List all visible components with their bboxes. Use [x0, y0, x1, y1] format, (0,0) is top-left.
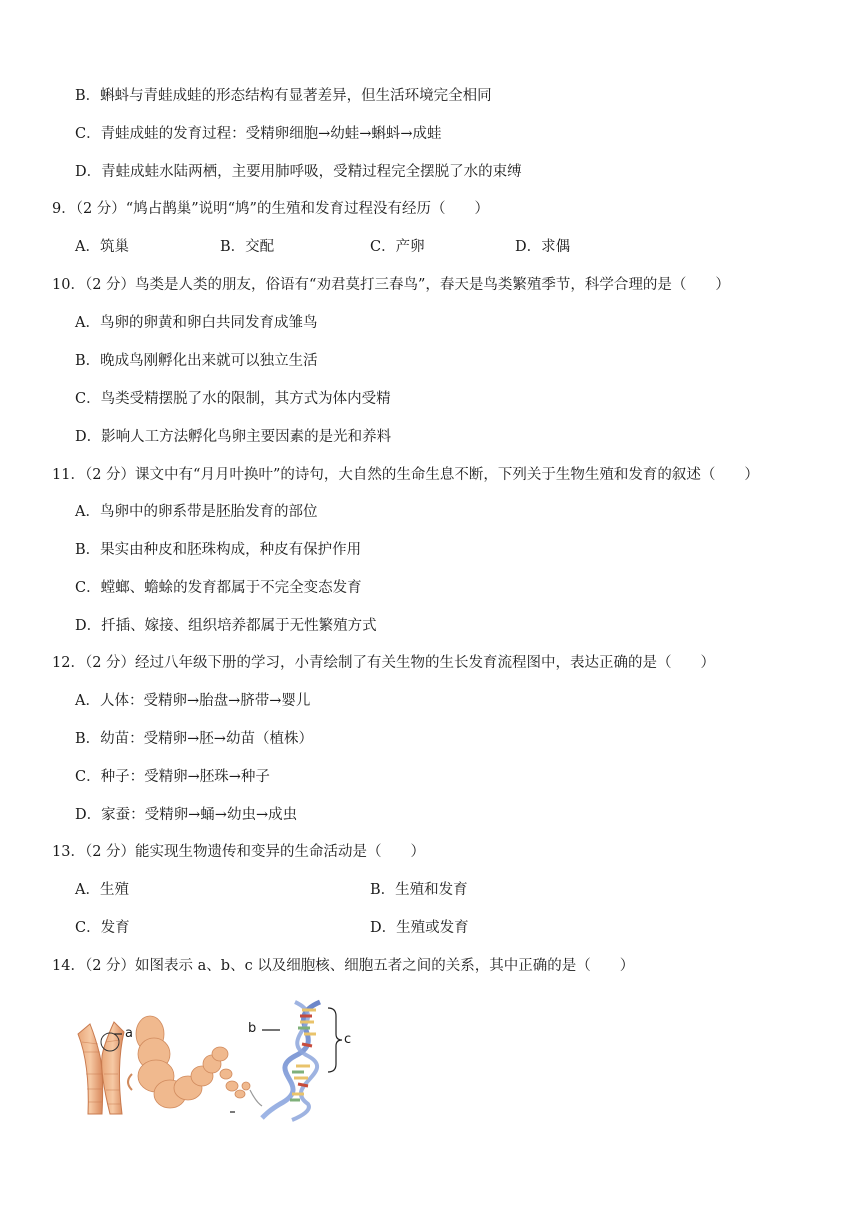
- q10-option-c: C．鸟类受精摆脱了水的限制，其方式为体内受精: [75, 391, 391, 407]
- figure-label-c: c: [344, 1032, 352, 1047]
- q10-option-b: B．晚成鸟刚孵化出来就可以独立生活: [75, 353, 318, 369]
- q8-option-b: B．蝌蚪与青蛙成蛙的形态结构有显著差异，但生活环境完全相同: [75, 88, 492, 104]
- q12-option-a: A．人体：受精卵→胎盘→脐带→婴儿: [75, 693, 311, 709]
- q14-stem: 14．（2 分）如图表示 a、b、c 以及细胞核、细胞五者之间的关系，其中正确的是（ ）: [52, 958, 635, 974]
- q12-option-d: D．家蚕：受精卵→蛹→幼虫→成虫: [75, 807, 298, 823]
- q13-option-b: B．生殖和发育: [370, 882, 468, 898]
- q11-option-c: C．螳螂、蟾蜍的发育都属于不完全变态发育: [75, 580, 362, 596]
- q11-option-a: A．鸟卵中的卵系带是胚胎发育的部位: [75, 504, 318, 520]
- chromosome-dna-figure: [70, 994, 350, 1124]
- q8-option-d: D．青蛙成蛙水陆两栖，主要用肺呼吸，受精过程完全摆脱了水的束缚: [75, 164, 522, 180]
- q12-stem: 12．（2 分）经过八年级下册的学习，小青绘制了有关生物的生长发育流程图中，表达正确的是（ ）: [52, 655, 716, 671]
- q13-option-a: A．生殖: [75, 882, 129, 898]
- q11-option-b: B．果实由种皮和胚珠构成，种皮有保护作用: [75, 542, 362, 558]
- figure-label-b: b: [248, 1021, 257, 1036]
- dna-helix-shape: [262, 1002, 342, 1120]
- q12-option-b: B．幼苗：受精卵→胚→幼苗（植株）: [75, 731, 313, 747]
- q13-option-d: D．生殖或发育: [370, 920, 469, 936]
- q10-option-d: D．影响人工方法孵化鸟卵主要因素的是光和养料: [75, 429, 392, 445]
- q13-option-c: C．发育: [75, 920, 130, 936]
- q11-stem: 11．（2 分）课文中有“月月叶换叶”的诗句，大自然的生命生息不断，下列关于生物生殖和发育的叙述（ ）: [52, 467, 759, 483]
- q13-stem: 13．（2 分）能实现生物遗传和变异的生命活动是（ ）: [52, 844, 426, 860]
- q9-option-b: B．交配: [220, 239, 275, 255]
- q9-stem: 9．（2 分）“鸠占鹊巢”说明“鸠”的生殖和发育过程没有经历（ ）: [52, 201, 489, 217]
- q10-option-a: A．鸟卵的卵黄和卵白共同发育成雏鸟: [75, 315, 318, 331]
- chromosome-shape: [78, 1022, 124, 1114]
- q11-option-d: D．扦插、嫁接、组织培养都属于无性繁殖方式: [75, 618, 377, 634]
- q9-option-d: D．求偶: [515, 239, 571, 255]
- q12-option-c: C．种子：受精卵→胚珠→种子: [75, 769, 270, 785]
- q8-option-c: C．青蛙成蛙的发育过程：受精卵细胞→幼蛙→蝌蚪→成蛙: [75, 126, 442, 142]
- q9-option-a: A．筑巢: [75, 239, 129, 255]
- q10-stem: 10．（2 分）鸟类是人类的朋友，俗语有“劝君莫打三春鸟”，春天是鸟类繁殖季节，科学合理的是（ ）: [52, 277, 730, 293]
- coiled-chromatin-shape: [136, 1016, 250, 1108]
- q9-option-c: C．产卵: [370, 239, 425, 255]
- figure-label-a: a: [125, 1026, 133, 1041]
